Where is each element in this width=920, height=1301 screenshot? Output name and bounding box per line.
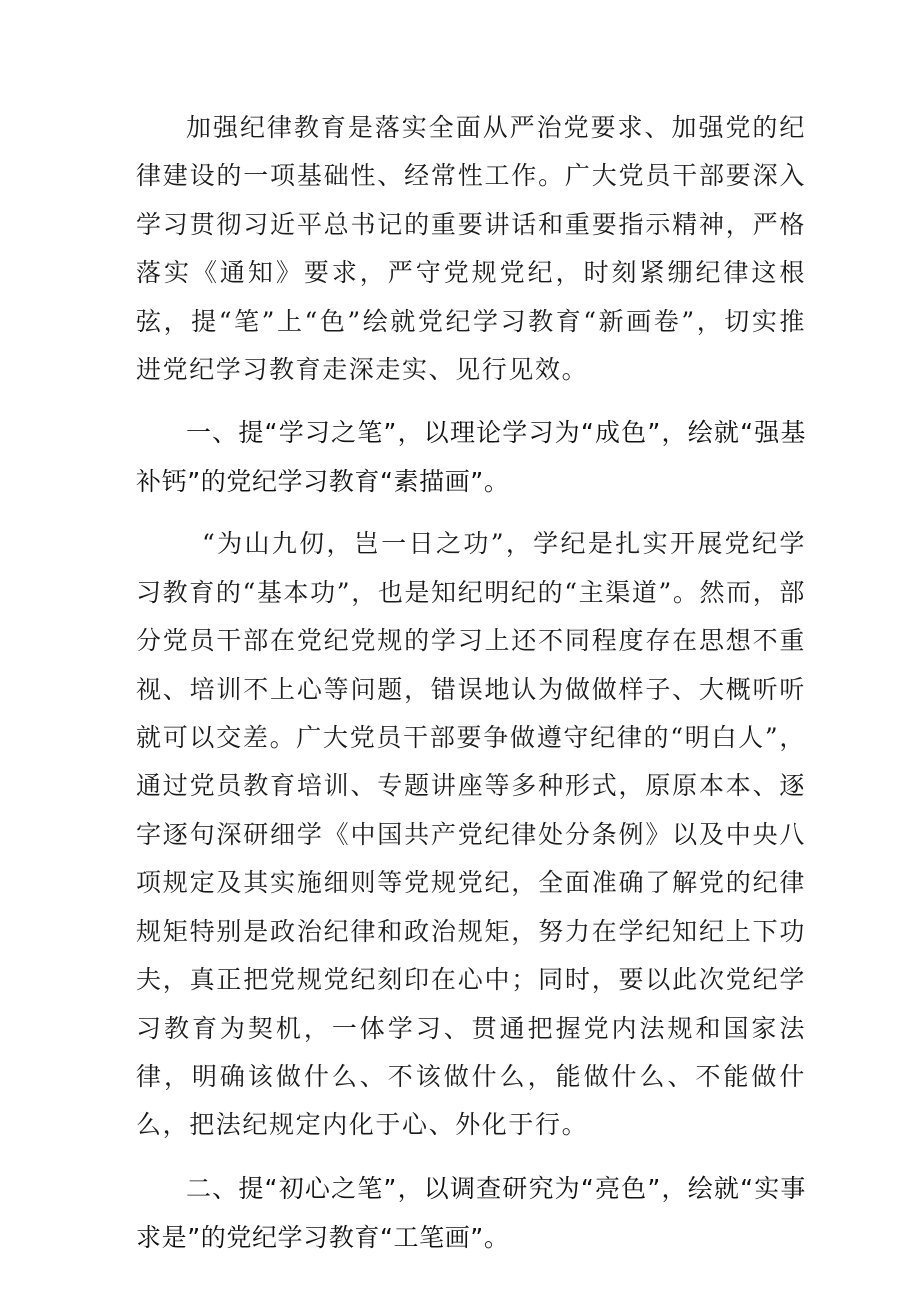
section-heading-1: 一、提“学习之笔”，以理论学习为“成色”，绘就“强基补钙”的党纪学习教育“素描画”。 — [136, 418, 806, 497]
intro-paragraph: 加强纪律教育是落实全面从严治党要求、加强党的纪律建设的一项基础性、经常性工作。广大党员干部要深入学习贯彻习近平总书记的重要讲话和重要指示精神，严格落实《通知》要求，严守党规党纪，时刻紧绷纪律这根弦，提“笔”上“色”绘就党纪学习教育“新画卷”，切实推进党纪学习教育走深走实、见行见效。 — [136, 113, 806, 385]
section-heading-2: 二、提“初心之笔”，以调查研究为“亮色”，绘就“实事求是”的党纪学习教育“工笔画”。 — [136, 1173, 806, 1252]
section-1-paragraph: “为山九仞，岂一日之功”，学纪是扎实开展党纪学习教育的“基本功”，也是知纪明纪的“主渠道”。然而，部分党员干部在党纪党规的学习上还不同程度存在思想不重视、培训不上心等问题，错误地认为做做样子、大概听听就可以交差。广大党员干部要争做遵守纪律的“明白人”，通过党员教育培训、专题讲座等多种形式，原原本本、逐字逐句深研细学《中国共产党纪律处分条例》以及中央八项规定及其实施细则等党规党纪，全面准确了解党的纪律规矩特别是政治纪律和政治规矩，努力在学纪知纪上下功夫，真正把党规党纪刻印在心中；同时，要以此次党纪学习教育为契机，一体学习、贯通把握党内法规和国家法律，明确该做什么、不该做什么，能做什么、不能做什么，把法纪规定内化于心、外化于行。 — [136, 529, 806, 1140]
document-page — [136, 104, 806, 1262]
